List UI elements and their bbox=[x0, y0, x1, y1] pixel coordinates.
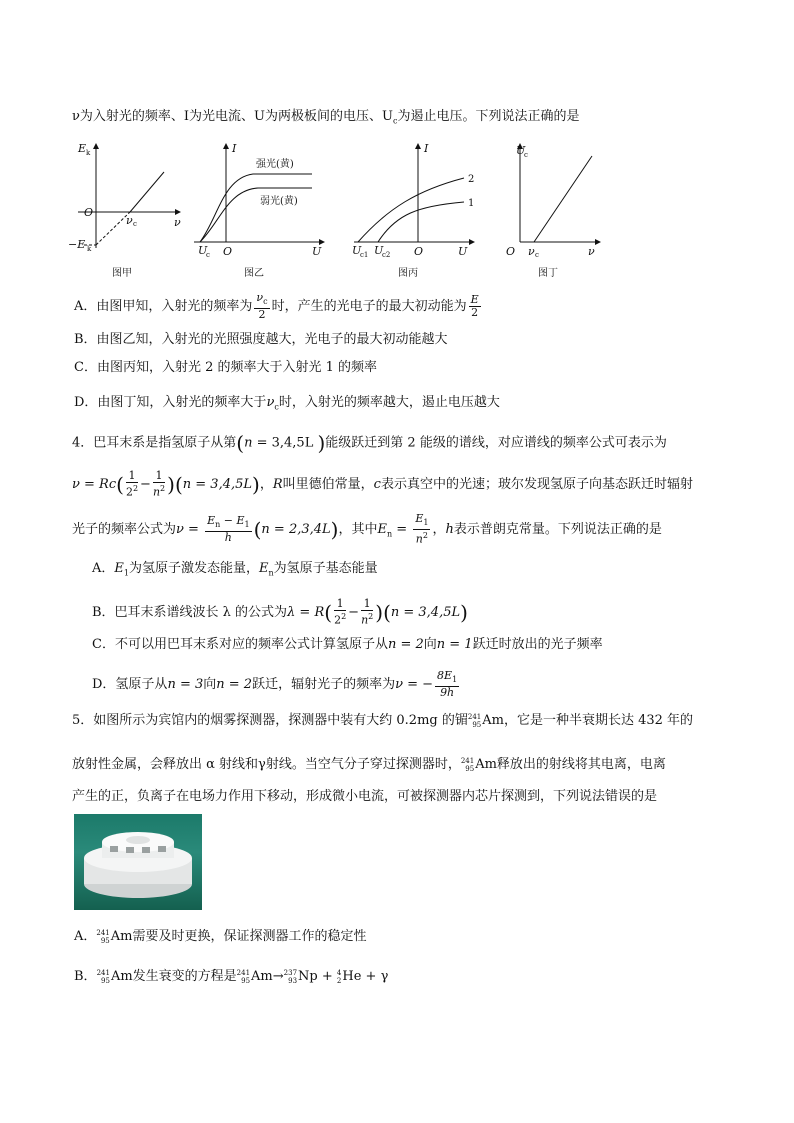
q4-option-d: D．氢原子从n = 3向n = 2跃迁，辐射光子的频率为ν = − $\frac{8E_1}{9h}$ bbox=[92, 669, 458, 700]
bing-uc2sub: c2 bbox=[382, 251, 391, 259]
q4-option-c: C．不可以用巴耳末系对应的频率公式计算氢原子从n = 2向n = 1跃迁时放出的光子频率 bbox=[92, 637, 603, 652]
q4-line2: ν = Rc( $\frac{1}{2^2}$ − $\frac{1}{n^2}$ )(n = 3,4,5L)，R叫里德伯常量，c表示真空中的光速；玻尔发现氢原子向基态跃迁时辐射 bbox=[72, 469, 693, 499]
bing-uc1: U bbox=[352, 244, 362, 257]
ding-ysub: c bbox=[524, 151, 528, 159]
ding-o: O bbox=[506, 245, 516, 258]
graph-jia bbox=[68, 142, 181, 279]
ding-x: ν bbox=[588, 245, 595, 258]
bing-caption: 图丙 bbox=[398, 268, 418, 279]
yi-ucsub: c bbox=[206, 251, 210, 259]
smoke-detector-icon bbox=[74, 814, 202, 910]
bing-x: U bbox=[458, 245, 468, 258]
q4-option-a: A．$E_1$为氢原子激发态能量，$E_n$为氢原子基态能量 bbox=[92, 561, 378, 578]
q3-option-b: B．由图乙知，入射光的光照强度越大，光电子的最大初动能越大 bbox=[74, 332, 448, 347]
jia-x: ν bbox=[174, 216, 181, 229]
yi-x: U bbox=[312, 245, 322, 258]
yi-o: O bbox=[223, 245, 233, 258]
ding-vc: ν bbox=[528, 245, 535, 258]
intro-line bbox=[72, 108, 579, 131]
jia-vcsub: c bbox=[133, 220, 137, 228]
ding-vcsub: c bbox=[535, 251, 539, 259]
jia-y: E bbox=[78, 142, 87, 155]
q5-line3: 产生的正，负离子在电场力作用下移动，形成微小电流，可被探测器内芯片探测到，下列说法错误的是 bbox=[72, 789, 658, 804]
yi-weak: 弱光(黄) bbox=[260, 196, 298, 207]
graph-ding bbox=[506, 144, 600, 279]
bing-uc1sub: c1 bbox=[360, 251, 369, 259]
q3-option-d: D．由图丁知，入射光的频率大于$\nu_c$时，入射光的频率越大，遏止电压越大 bbox=[74, 395, 500, 412]
q5-option-a: A． 241 95 Am需要及时更换，保证探测器工作的稳定性 bbox=[74, 928, 367, 945]
intro-sub: c bbox=[392, 116, 398, 126]
q3-a-frac2: $\frac{E}{2}$ bbox=[470, 293, 479, 320]
q3-option-c: C．由图丙知，入射光 2 的频率大于入射光 1 的频率 bbox=[74, 360, 378, 375]
bing-l2: 2 bbox=[468, 174, 475, 185]
yi-strong: 强光(黄) bbox=[256, 159, 294, 170]
ding-caption: 图丁 bbox=[538, 268, 558, 279]
q5-line1: 5．如图所示为宾馆内的烟雾探测器，探测器中装有大约 0.2mg 的镅 241 95 Am，它是一种半衰期长达 432 年的 bbox=[72, 712, 694, 729]
smoke-detector-photo bbox=[74, 814, 202, 910]
yi-y: I bbox=[232, 142, 237, 155]
q3-a-frac: $\frac{\nu_c}{2}$ bbox=[256, 291, 268, 322]
ding-y: U bbox=[516, 144, 526, 157]
jia-ysub: k bbox=[86, 149, 91, 157]
bing-uc2: U bbox=[374, 244, 384, 257]
q5-option-b: B． 241 95 Am发生衰变的方程是 241 95 Am→ 237 93 Np + 4 2 He + γ bbox=[74, 968, 389, 985]
intro-end: 为遏止电压。下列说法正确的是 bbox=[397, 109, 580, 124]
jia-negsub: k bbox=[87, 245, 92, 253]
jia-vc: ν bbox=[126, 214, 133, 227]
q5-line2: 放射性金属，会释放出 α 射线和γ射线。当空气分子穿过探测器时， 241 95 Am释放出的射线将其电离，电离 bbox=[72, 756, 666, 773]
graphs-figure bbox=[68, 138, 648, 283]
jia-o: O bbox=[84, 206, 94, 219]
graph-bing bbox=[352, 142, 474, 279]
bing-l1: 1 bbox=[468, 198, 475, 209]
bing-o: O bbox=[414, 245, 424, 258]
bing-y: I bbox=[424, 142, 429, 155]
yi-uc: U bbox=[198, 244, 208, 257]
q4-line1: 4．巴耳末系是指氢原子从第(n = 3,4,5L )能级跃迁到第 2 能级的谱线，对应谱线的频率公式可表示为 bbox=[72, 431, 667, 455]
jia-caption: 图甲 bbox=[112, 268, 132, 279]
yi-caption: 图乙 bbox=[244, 268, 264, 279]
intro-text: ν为入射光的频率、I为光电流、U为两极板间的电压、U bbox=[72, 109, 393, 124]
q4-line3: 光子的频率公式为ν = $\frac{E_n - E_1}{h}$ (n = 2,3,4L)，其中$E_n$ = $\frac{E_1}{n^2}$ ，h表示普朗克常量。下列说法正确的是 bbox=[72, 512, 662, 546]
q4-option-b: B．巴耳末系谱线波长 λ 的公式为λ = R( $\frac{1}{2^2}$ − $\frac{1}{n^2}$ )(n = 3,4,5L) bbox=[92, 597, 468, 627]
q3-option-a: A．由图甲知，入射光的频率为 $\frac{\nu_c}{2}$ 时，产生的光电子的最大初动能为 $\frac{E}{2}$ bbox=[74, 291, 479, 322]
jia-neg: −E bbox=[68, 238, 86, 251]
graph-yi bbox=[194, 142, 324, 279]
